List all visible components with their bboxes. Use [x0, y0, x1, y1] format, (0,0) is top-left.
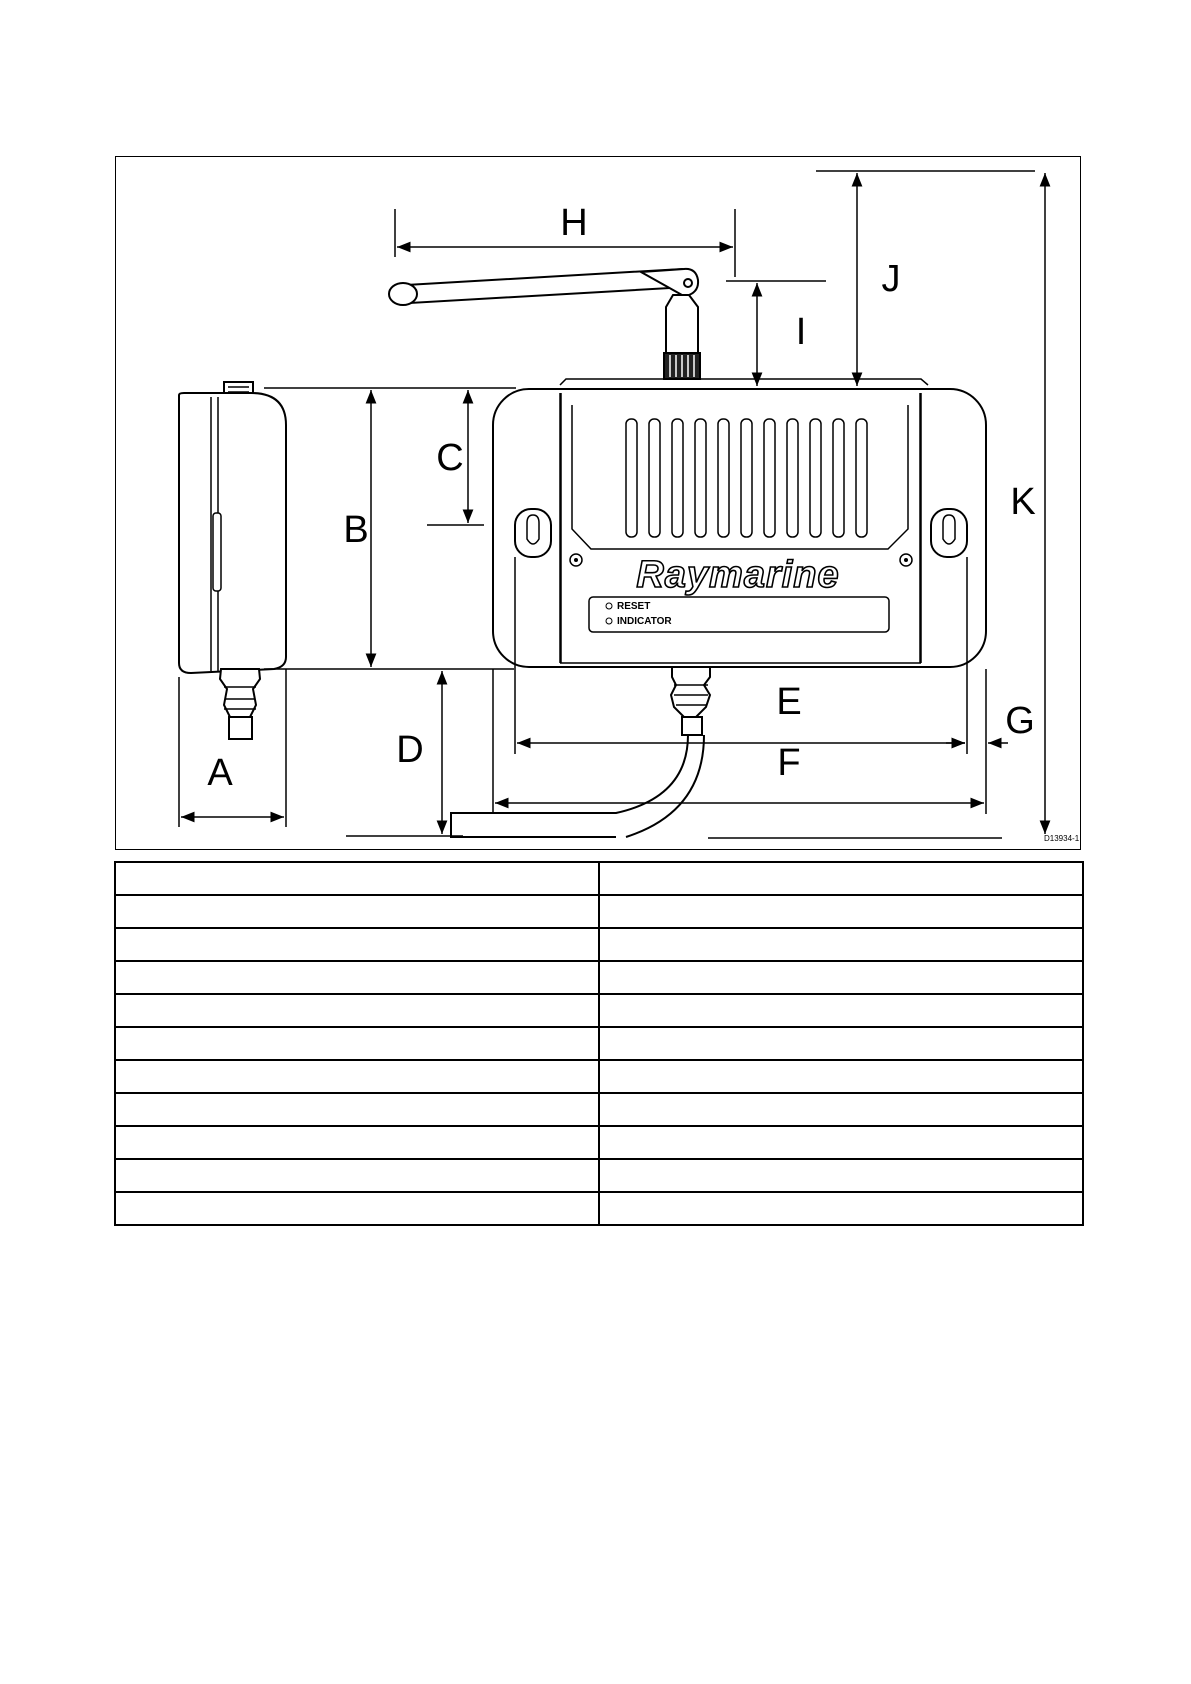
table-row	[115, 1126, 1083, 1159]
dimension-table	[114, 861, 1084, 1226]
table-cell	[599, 1159, 1083, 1192]
data-cable	[451, 735, 688, 837]
table-cell	[599, 1192, 1083, 1225]
table-cell	[115, 1192, 599, 1225]
table-cell	[115, 928, 599, 961]
mount-hole-left	[515, 509, 551, 557]
antenna-tip	[389, 283, 417, 305]
table-cell	[599, 895, 1083, 928]
antenna	[389, 269, 700, 379]
table-cell	[115, 994, 599, 1027]
table-cell	[599, 928, 1083, 961]
label-b: B	[343, 509, 369, 551]
brand-logo: Raymarine	[636, 554, 840, 596]
table-cell	[599, 994, 1083, 1027]
panel-reset-text: RESET	[617, 601, 651, 612]
side-view	[179, 382, 286, 739]
label-f: F	[777, 742, 801, 784]
table-row	[115, 1159, 1083, 1192]
table-cell	[115, 1159, 599, 1192]
label-d: D	[396, 729, 424, 771]
table-row	[115, 928, 1083, 961]
table-cell	[115, 961, 599, 994]
side-cable-gland	[220, 669, 260, 717]
table-row	[115, 1060, 1083, 1093]
table-row	[115, 895, 1083, 928]
table-row	[115, 1027, 1083, 1060]
label-e: E	[776, 681, 802, 723]
front-view	[451, 379, 986, 837]
dimension-diagram	[115, 156, 1081, 850]
table-cell	[115, 862, 599, 895]
label-g: G	[1005, 700, 1035, 742]
side-slot	[213, 513, 221, 591]
label-a: A	[207, 752, 233, 794]
label-h: H	[560, 202, 588, 244]
dimension-drawing	[116, 157, 1081, 850]
label-c: C	[436, 437, 464, 479]
table-row	[115, 961, 1083, 994]
table-cell	[599, 1027, 1083, 1060]
label-i: I	[795, 311, 807, 353]
mount-hole-right	[931, 509, 967, 557]
table-cell	[115, 1027, 599, 1060]
panel-indicator-text: INDICATOR	[617, 616, 672, 627]
label-k: K	[1010, 481, 1036, 523]
figure-id: D13934-1	[1044, 834, 1080, 843]
table-cell	[599, 1060, 1083, 1093]
table-row	[115, 1093, 1083, 1126]
front-cable-gland	[671, 667, 710, 735]
side-body	[179, 393, 286, 673]
table-cell	[115, 1126, 599, 1159]
label-j: J	[881, 258, 901, 300]
table-cell	[115, 1060, 599, 1093]
table-cell	[599, 1126, 1083, 1159]
table-cell	[599, 862, 1083, 895]
table-cell	[115, 895, 599, 928]
table-row	[115, 1192, 1083, 1225]
table-cell	[599, 1093, 1083, 1126]
side-cable-end	[229, 717, 252, 739]
table-row	[115, 862, 1083, 895]
table-cell	[599, 961, 1083, 994]
table-cell	[115, 1093, 599, 1126]
table-row	[115, 994, 1083, 1027]
